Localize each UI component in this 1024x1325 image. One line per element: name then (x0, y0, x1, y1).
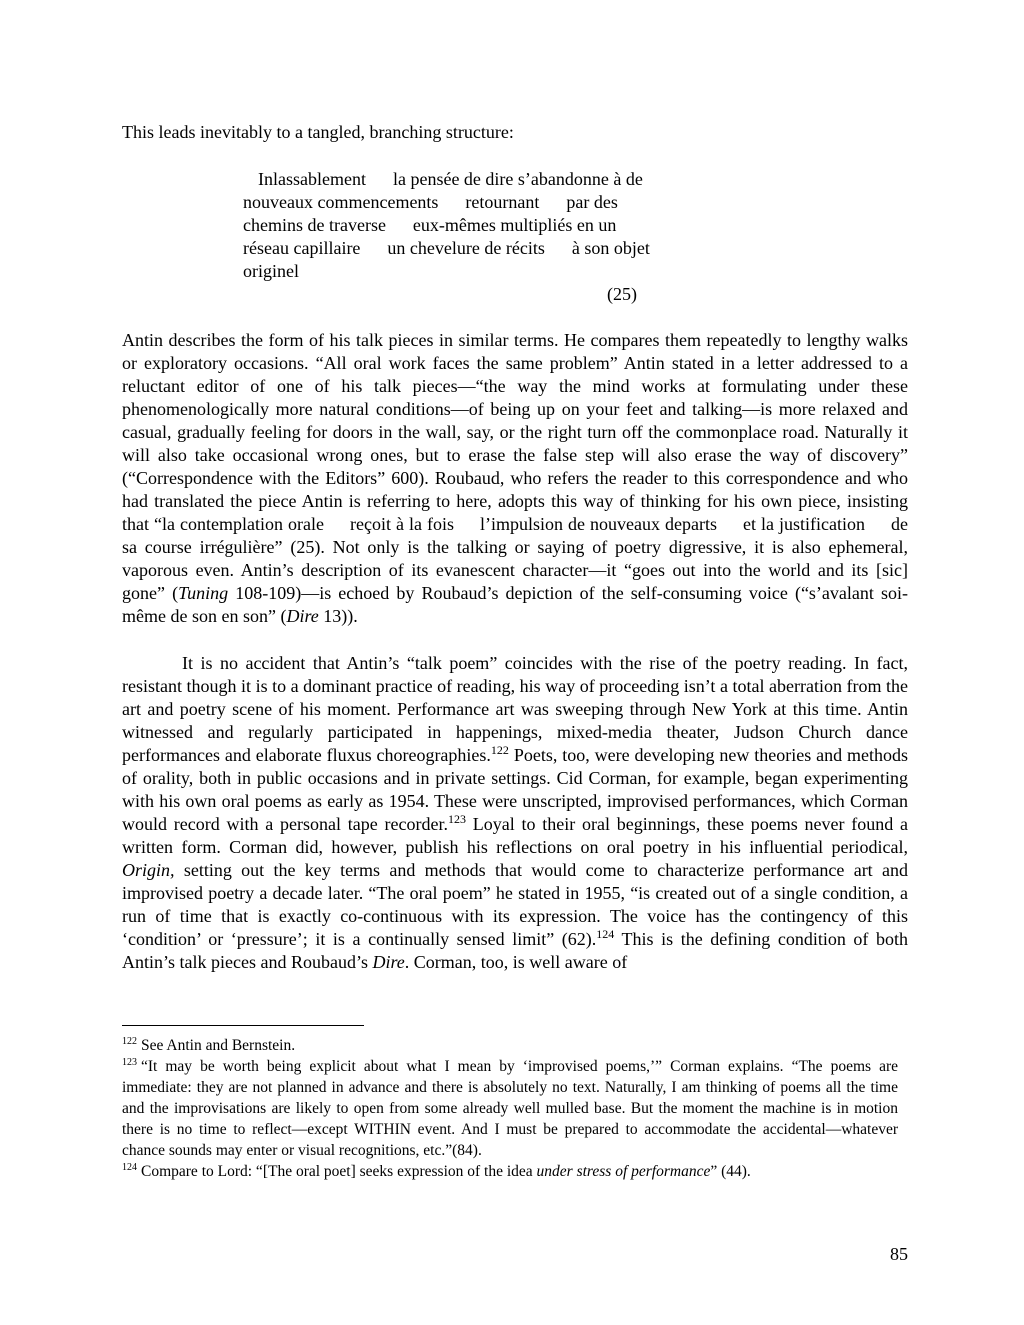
intro-sentence: This leads inevitably to a tangled, branching structure: (122, 122, 514, 142)
page-number: 85 (890, 1244, 908, 1264)
quote-line: chemins de traverse eux-mêmes multipliés en un (243, 215, 617, 235)
footnote-divider (122, 1025, 364, 1026)
footnote-text: ” (44). (710, 1163, 751, 1180)
text-run: Poets, too, were developing new theories and methods of orality, both in public occasions and in private settings. Cid Corman, for example, began experimenting with his own oral poems as early as 1954. These were unscripted, improvised performances, which Corman would record with a personal tape recorder. (122, 745, 908, 834)
quote-line: réseau capillaire un chevelure de récits à son objet (243, 238, 650, 258)
quote-line: originel (243, 261, 299, 281)
paragraph-talk-poem (122, 652, 908, 974)
text-run: 13)). (318, 606, 358, 626)
footnotes (122, 1035, 898, 1182)
footnote-text: “It may be worth being explicit about what I mean by ‘improvised poems,’” Corman explains. “The poems are immediate: they are not planned in advance and there is absolutely no text. Naturally, I am thinking of poems all the time and the improvisations are likely to open from some already well mulled base. But the moment the machine is in motion there is no time to reflect—except WITHIN event. And I must be prepared to accommodate the accidental—whatever chance sounds may enter or visual recognitions, etc.”(84). (122, 1058, 898, 1159)
footnote-122 (122, 1035, 898, 1056)
footnote-number: 122 (122, 1036, 137, 1047)
italic-title: Tuning (178, 583, 229, 603)
italic-title: Dire (286, 606, 319, 626)
footnote-ref[interactable]: 123 (447, 812, 466, 826)
italic-title: Dire (372, 952, 405, 972)
footnote-ref[interactable]: 124 (596, 927, 615, 941)
text-run: reçoit à la fois (349, 514, 454, 534)
text-run: de sa course irrégulière” (25). Not only is the talking or saying of poetry digressive, it is also ephemeral, vaporous even. Antin’s description of its evanescent character—it “goes out into the world and its [sic] gone” ( (122, 514, 908, 603)
text-run: 108-109)—is echoed by Roubaud’s depiction of the self-consuming voice (“s’avalant soi-même de son en son” ( (122, 583, 908, 626)
block-quote (243, 168, 713, 306)
footnote-124 (122, 1161, 898, 1182)
quote-line: nouveaux commencements retournant par des (243, 192, 618, 212)
footnote-text: Compare to Lord: “[The oral poet] seeks expression of the idea (141, 1163, 537, 1180)
paragraph-antin-form (122, 329, 908, 628)
quote-citation: (25) (607, 284, 637, 304)
quote-line: Inlassablement la pensée de dire s’abandonne à de (258, 169, 643, 189)
footnote-number: 124 (122, 1162, 137, 1173)
text-run: It is no accident that Antin’s “talk poem” coincides with the rise of the poetry reading. In fact, resistant though it is to a dominant practice of reading, his way of proceeding isn’t a total aberration from the art and poetry scene of his moment. Performance art was sweeping through New York at this time. Antin witnessed and regularly participated in happenings, mixed-media theater, Judson Church dance performances and elaborate fluxus choreographies. (122, 653, 908, 765)
italic-title: Origin, (122, 860, 175, 880)
text-run: setting out the key terms and methods that would come to characterize performance art and improvised poetry a decade later. “The oral poem” he stated in 1955, “is created out of a single condition, a run of time that is exactly co-continuous with its expression. The voice has the contingency of this ‘condition’ or ‘pressure’; it is a continually sensed limit” (62). (122, 860, 908, 949)
text-run: l’impulsion de nouveaux departs (479, 514, 717, 534)
footnote-italic: under stress of performance (536, 1163, 711, 1180)
text-run: This is the defining condition of both Antin’s talk pieces and Roubaud’s (122, 929, 908, 972)
footnote-ref[interactable]: 122 (490, 743, 509, 757)
footnote-number: 123 (122, 1057, 137, 1068)
text-run: Loyal to their oral beginnings, these poems never found a written form. Corman did, however, publish his reflections on oral poetry in his influential periodical, (122, 814, 909, 857)
text-run: . Corman, too, is well aware of (404, 952, 628, 972)
footnote-text: See Antin and Bernstein. (141, 1037, 296, 1054)
text-run: et la justification (743, 514, 865, 534)
text-run: Antin describes the form of his talk pieces in similar terms. He compares them repeatedly to lengthy walks or exploratory occasions. “All oral work faces the same problem” Antin stated in a letter addressed to a reluctant editor of one of his talk pieces—“the way the mind works at formulating under these phenomenologically more natural conditions—of being up on your feet and talking—is more relaxed and casual, gradually feeling for doors in the wall, say, or the right turn off the commonplace road. Naturally it will also take occasional wrong ones, but to erase the false step will also erase the way of discovery” (“Correspondence with the Editors” 600). Roubaud, who refers the reader to this correspondence and who had translated the piece Antin is referring to here, adopts this way of thinking for his own piece, insisting that “la contemplation orale (122, 330, 908, 534)
footnote-123 (122, 1056, 898, 1161)
